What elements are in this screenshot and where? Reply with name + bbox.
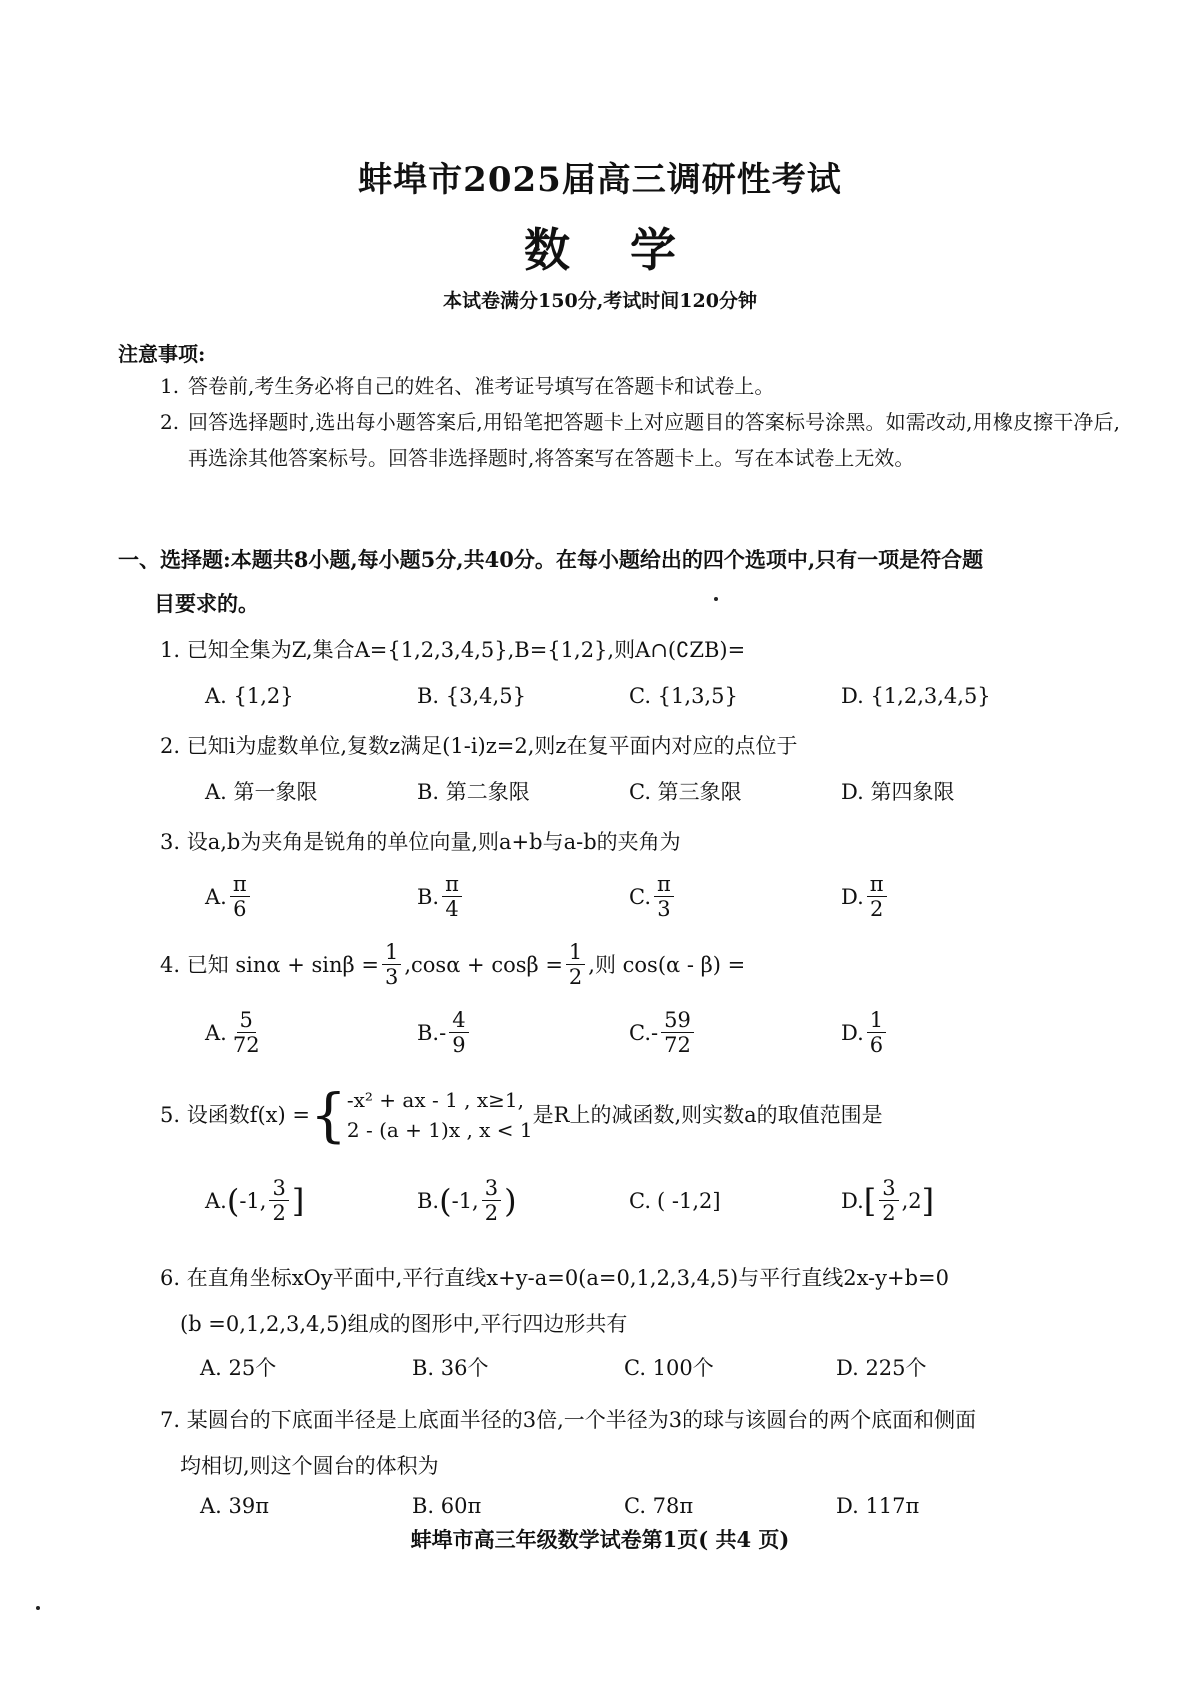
interval-left: -1, — [239, 1188, 267, 1213]
numerator: 4 — [449, 1008, 468, 1033]
option-b: B. 第二象限 — [417, 780, 530, 804]
question-5-options — [205, 1176, 1055, 1225]
option-c: C. {1,3,5} — [629, 684, 738, 708]
option-label: C. — [629, 1020, 651, 1045]
open-bracket: [ — [863, 1181, 877, 1220]
question-7-options — [200, 1494, 1050, 1518]
numerator: 1 — [566, 940, 585, 965]
option-b: B. 60π — [412, 1494, 482, 1518]
exam-title: 蚌埠市2025届高三调研性考试 — [358, 160, 842, 200]
notice-heading: 注意事项: — [118, 342, 206, 366]
option-d — [841, 1008, 1053, 1057]
scan-speck — [36, 1606, 40, 1610]
question-2-options — [205, 776, 1055, 806]
fraction — [230, 1008, 263, 1057]
question-7-stem-line-2: 均相切,则这个圆台的体积为 — [180, 1454, 439, 1478]
question-5-stem — [160, 1081, 1110, 1149]
option-label: D. — [841, 1020, 864, 1045]
notice-item-2 — [160, 404, 1120, 476]
option-b — [417, 1008, 629, 1057]
option-d: D. {1,2,3,4,5} — [841, 684, 991, 708]
option-d: D. 117π — [836, 1494, 920, 1518]
option-label: D. — [841, 1188, 864, 1213]
close-bracket: ) — [504, 1181, 517, 1220]
option-a — [205, 1176, 417, 1225]
option-b: B. {3,4,5} — [417, 684, 526, 708]
fraction — [230, 872, 250, 921]
numerator: π — [442, 872, 462, 897]
numerator: π — [867, 872, 887, 897]
option-a: A. 25个 — [200, 1356, 277, 1380]
denominator: 4 — [445, 897, 459, 921]
option-b — [417, 1176, 629, 1225]
denominator: 2 — [272, 1201, 286, 1225]
option-label: D. — [841, 884, 864, 909]
brace-icon: { — [309, 1081, 347, 1149]
section-line-2: 目要求的。 — [154, 591, 259, 616]
denominator: 3 — [384, 965, 399, 989]
exam-info: 本试卷满分150分,考试时间120分钟 — [443, 290, 757, 312]
option-label: C. — [629, 1188, 651, 1213]
option-b: B. 36个 — [412, 1356, 489, 1380]
denominator: 6 — [233, 897, 247, 921]
option-label: A. — [205, 884, 227, 909]
question-3-stem: 3. 设a,b为夹角是锐角的单位向量,则a+b与a-b的夹角为 — [160, 830, 681, 854]
piecewise-cases — [347, 1085, 533, 1145]
option-a: A. 39π — [200, 1494, 270, 1518]
numerator: 3 — [269, 1176, 288, 1201]
question-1-options — [205, 684, 1055, 708]
option-c — [629, 1008, 841, 1057]
open-bracket: ( — [226, 1181, 240, 1220]
close-bracket: ] — [921, 1181, 935, 1220]
stem-text: 5. 设函数f(x) = — [160, 1103, 310, 1127]
question-2-stem: 2. 已知i为虚数单位,复数z满足(1-i)z=2,则z在复平面内对应的点位于 — [160, 734, 798, 758]
option-d — [841, 1176, 1053, 1225]
numerator: π — [230, 872, 250, 897]
denominator: 72 — [232, 1033, 260, 1057]
open-bracket: ( — [439, 1181, 452, 1220]
numerator: 59 — [661, 1008, 694, 1033]
option-d: D. 第四象限 — [841, 780, 955, 804]
denominator: 3 — [657, 897, 671, 921]
fraction — [442, 872, 462, 921]
question-4-options — [205, 1008, 1055, 1057]
notice-text: 答卷前,考生务必将自己的姓名、准考证号填写在答题卡和试卷上。 — [188, 374, 775, 398]
stem-text: 是R上的减函数,则实数a的取值范围是 — [532, 1103, 883, 1127]
fraction — [879, 1176, 898, 1225]
fraction — [449, 1008, 468, 1057]
notice-number: 1. — [160, 374, 180, 398]
sign: - — [439, 1020, 447, 1045]
question-1-stem: 1. 已知全集为Z,集合A={1,2,3,4,5},B={1,2},则A∩(∁ZB)= — [160, 638, 746, 662]
denominator: 72 — [664, 1033, 691, 1057]
scan-speck — [714, 597, 718, 601]
question-6-stem: 6. 在直角坐标xOy平面中,平行直线x+y-a=0(a=0,1,2,3,4,5)与平行直线2x-y+b=0 — [160, 1266, 950, 1290]
fraction — [482, 1176, 501, 1225]
fraction — [867, 1008, 886, 1057]
notice-number: 2. — [160, 410, 180, 434]
notice-text: 回答选择题时,选出每小题答案后,用铅笔把答题卡上对应题目的答案标号涂黑。如需改动,用橡皮擦干净后,再选涂其他答案标号。回答非选择题时,将答案写在答题卡上。写在本试卷上无效。 — [188, 410, 1120, 470]
option-c — [629, 1176, 841, 1225]
case-1: -x² + ax - 1 , x≥1, — [346, 1088, 525, 1112]
notice-item-1 — [160, 368, 1120, 404]
option-c — [629, 872, 841, 921]
section-line-1: 一、选择题:本题共8小题,每小题5分,共40分。在每小题给出的四个选项中,只有一项是符合题 — [118, 547, 984, 572]
interval-left: -1, — [451, 1188, 479, 1213]
option-c: C. 78π — [624, 1494, 694, 1518]
question-6-options — [200, 1352, 1050, 1382]
option-c: C. 第三象限 — [629, 780, 742, 804]
option-d — [841, 872, 1053, 921]
page-footer: 蚌埠市高三年级数学试卷第1页( 共4 页) — [410, 1527, 790, 1552]
section-heading — [118, 538, 1103, 626]
fraction — [867, 872, 887, 921]
option-b — [417, 872, 629, 921]
subject-title: 数学 — [524, 223, 736, 277]
option-label: B. — [417, 1188, 440, 1213]
option-label: B. — [417, 884, 440, 909]
denominator: 2 — [484, 1201, 499, 1225]
denominator: 2 — [869, 897, 884, 921]
stem-text: ,cosα + cosβ = — [404, 952, 563, 977]
numerator: 1 — [382, 940, 401, 965]
numerator: 5 — [237, 1008, 256, 1033]
option-d: D. 225个 — [836, 1356, 927, 1380]
numerator: 3 — [482, 1176, 501, 1201]
option-a — [205, 1008, 417, 1057]
fraction — [661, 1008, 694, 1057]
option-label: C. — [629, 884, 651, 909]
option-c: C. 100个 — [624, 1356, 714, 1380]
option-a — [205, 872, 417, 921]
stem-text: 4. 已知 sinα + sinβ = — [160, 952, 379, 977]
fraction — [269, 1176, 288, 1225]
denominator: 2 — [568, 965, 583, 989]
numerator: π — [654, 872, 674, 897]
numerator: 1 — [867, 1008, 886, 1033]
question-3-options — [205, 872, 1055, 921]
denominator: 6 — [869, 1033, 884, 1057]
interval-right: ,2 — [901, 1188, 922, 1213]
question-4-stem — [160, 940, 1110, 989]
close-bracket: ] — [291, 1181, 305, 1220]
sign: - — [651, 1020, 659, 1045]
option-label: B. — [417, 1020, 440, 1045]
numerator: 3 — [879, 1176, 898, 1201]
fraction — [382, 940, 401, 989]
option-label: A. — [205, 1020, 227, 1045]
fraction — [654, 872, 674, 921]
case-2: 2 - (a + 1)x , x < 1 — [346, 1118, 533, 1142]
option-a: A. 第一象限 — [205, 780, 318, 804]
question-7-stem: 7. 某圆台的下底面半径是上底面半径的3倍,一个半径为3的球与该圆台的两个底面和侧面 — [160, 1408, 977, 1432]
stem-text: ,则 cos(α - β) = — [588, 952, 746, 977]
interval-text: ( -1,2] — [657, 1188, 721, 1213]
question-6-stem-line-2: (b =0,1,2,3,4,5)组成的图形中,平行四边形共有 — [180, 1312, 628, 1336]
denominator: 2 — [882, 1201, 896, 1225]
option-a: A. {1,2} — [205, 684, 294, 708]
option-label: A. — [205, 1188, 227, 1213]
fraction — [566, 940, 585, 989]
denominator: 9 — [452, 1033, 466, 1057]
